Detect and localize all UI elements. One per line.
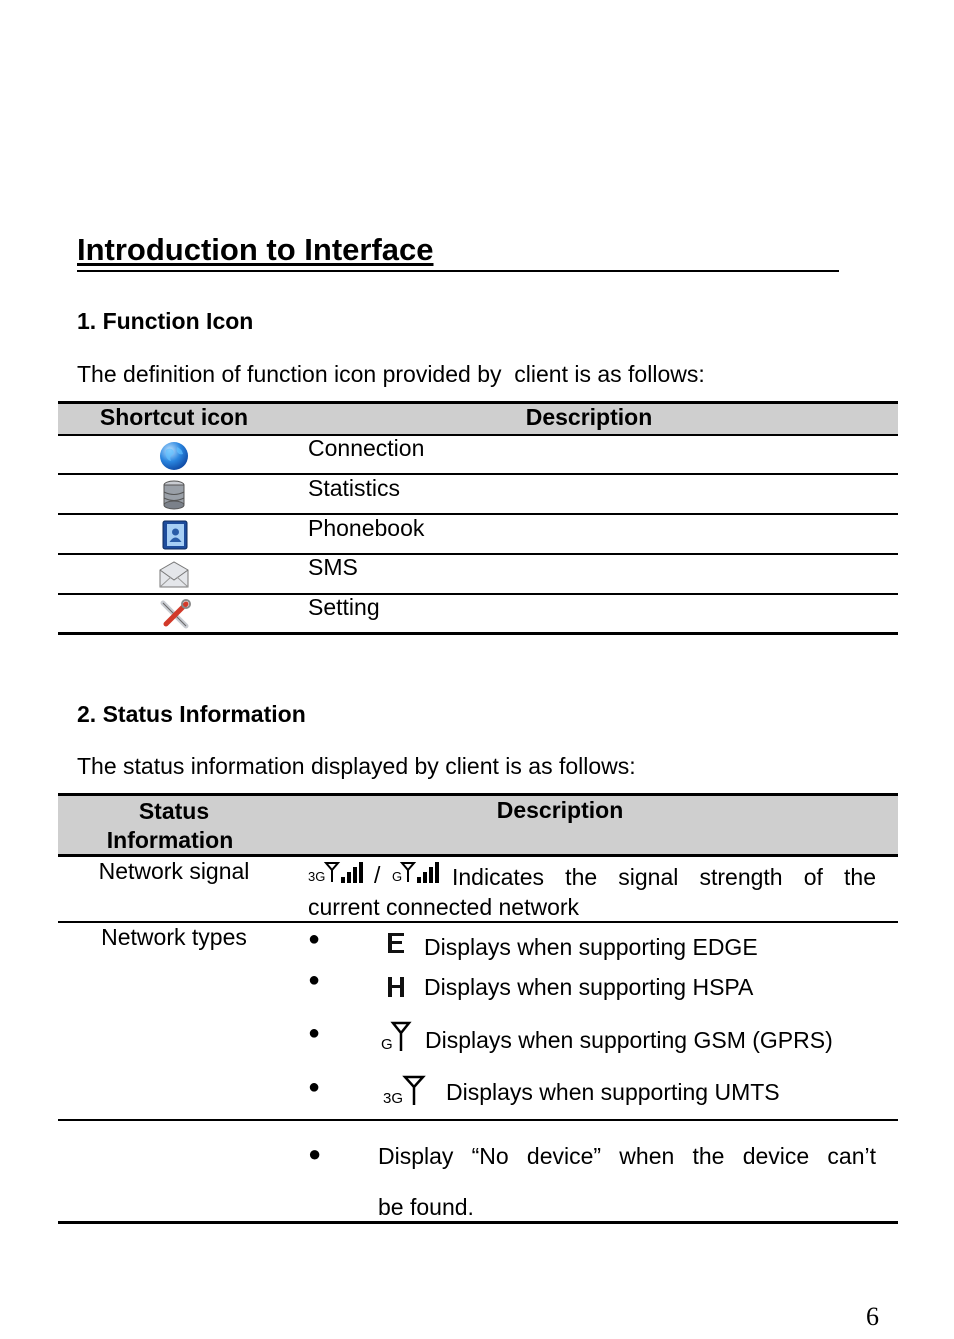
network-type-edge-text: Displays when supporting EDGE: [424, 934, 758, 960]
contact-book-icon: [161, 519, 189, 556]
header-status-information: [58, 797, 290, 855]
intro-part1: The definition of function icon provided by: [77, 361, 502, 387]
function-setting-label: Setting: [308, 594, 380, 620]
svg-text:G: G: [392, 869, 403, 884]
globe-icon: [158, 440, 190, 477]
g-signal-icon: [392, 859, 444, 890]
bullet: ●: [308, 969, 321, 991]
no-device-line2: be found.: [378, 1194, 474, 1220]
function-connection-label: Connection: [308, 435, 425, 461]
header-shortcut-icon: Shortcut icon: [99, 404, 249, 430]
network-type-hspa-text: Displays when supporting HSPA: [424, 974, 754, 1000]
intro-part2: client is as follows:: [514, 361, 705, 387]
signal-description-line2: current connected network: [308, 894, 580, 920]
hspa-h-icon: [385, 975, 407, 1004]
header-description: Description: [496, 797, 624, 823]
svg-text:G: G: [381, 1036, 393, 1053]
bullet: ●: [308, 1141, 322, 1166]
header-status-line2: Information: [106, 827, 234, 853]
3g-signal-icon: [308, 859, 368, 890]
function-phonebook-label: Phonebook: [308, 515, 425, 541]
network-type-umts-text: Displays when supporting UMTS: [446, 1079, 780, 1105]
function-statistics-label: Statistics: [308, 475, 401, 501]
function-icon-table: [58, 401, 898, 636]
section-heading-function-icon: 1. Function Icon: [77, 308, 254, 334]
page-number: 6: [866, 1302, 879, 1331]
bullet: ●: [308, 1022, 321, 1044]
header-description: Description: [525, 404, 653, 430]
status-information-table: [58, 793, 898, 1225]
edge-e-icon: [385, 931, 407, 960]
section-intro-function-icon: [77, 361, 705, 388]
page-title: [77, 232, 839, 272]
page-title-text: Introduction to Interface: [77, 232, 434, 267]
no-device-line1: Display “No device” when the device can’t: [378, 1143, 876, 1169]
umts-3g-antenna-icon: [383, 1073, 429, 1112]
status-network-signal-label: Network signal: [98, 858, 250, 884]
signal-description-line1: Indicates the signal strength of the: [452, 864, 876, 890]
signal-slash: /: [374, 862, 381, 888]
function-sms-label: SMS: [308, 554, 358, 580]
svg-text:3G: 3G: [308, 869, 326, 884]
section-heading-status-information: 2. Status Information: [77, 701, 306, 727]
network-type-gsm-text: Displays when supporting GSM (GPRS): [425, 1027, 833, 1053]
section-intro-status-information: The status information displayed by client is as follows:: [77, 753, 636, 779]
database-icon: [161, 480, 187, 515]
header-status-line1: Status: [138, 798, 210, 824]
gsm-g-antenna-icon: [380, 1019, 412, 1058]
bullet: ●: [308, 1076, 321, 1098]
envelope-icon: [158, 560, 190, 595]
bullet: ●: [308, 928, 321, 950]
svg-text:3G: 3G: [383, 1090, 404, 1107]
status-network-types-label: Network types: [101, 924, 247, 950]
